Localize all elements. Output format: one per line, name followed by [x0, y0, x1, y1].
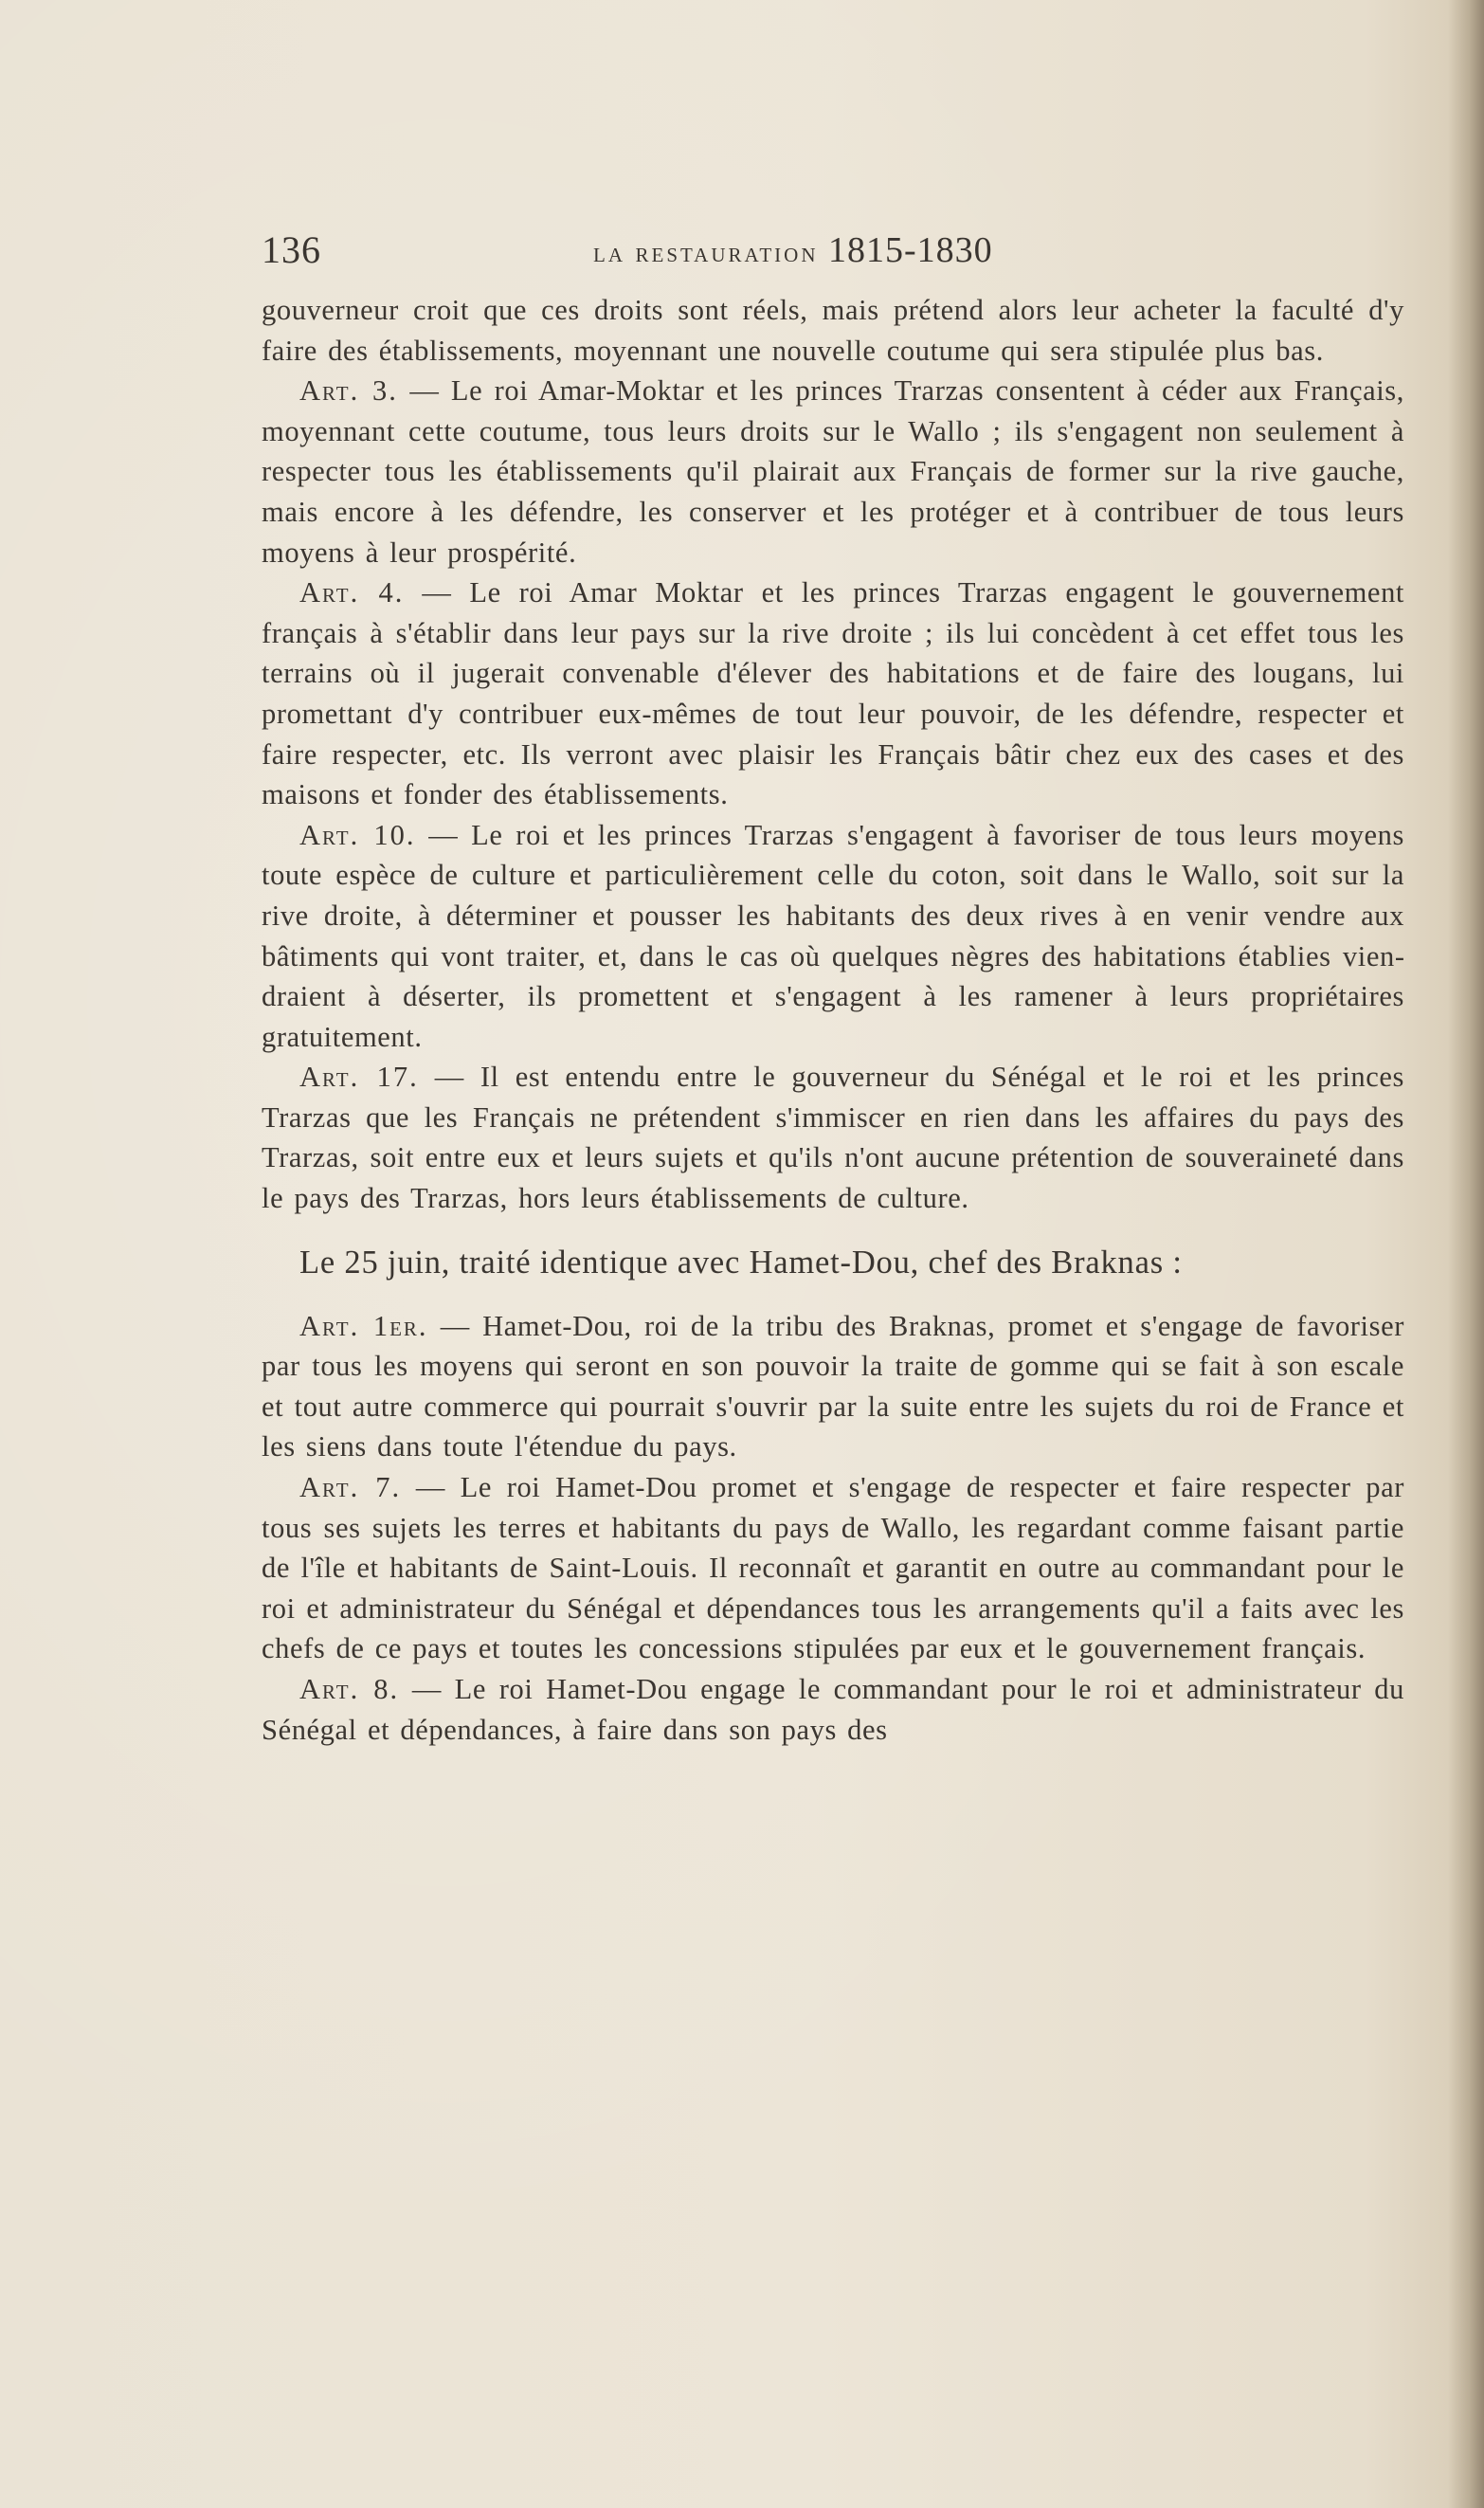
- article-text: — Le roi Amar Moktar et les princes Trarzas engagent le gouvernement français à s'établir dans leur pays sur la rive droite ; ils lui concèdent à cet effet tous les terrains où il jugerait convenable d'élever des habitations et de faire des lougans, lui promettant d'y contribuer eux-mêmes de tout leur pouvoir, de les défendre, respecter et faire respecter, etc. Ils verront avec plaisir les Français bâtir chez eux des cases et des maisons et fonder des établissements.: [262, 576, 1404, 811]
- running-header: [262, 227, 1404, 284]
- article-label: Art. 17.: [299, 1061, 419, 1094]
- running-title-text: la restauration: [593, 237, 819, 268]
- article-paragraph: [262, 1057, 1404, 1218]
- article-label: Art. 4.: [299, 576, 405, 609]
- article-text: — Hamet-Dou, roi de la tribu des Braknas, promet et s'engage de favoriser par tous les moyens qui seront en son pouvoir la traite de gomme qui se fait à son escale et tout autre commerce qui pourrait s'ouvrir par la suite entre les sujets du roi de France et les siens dans toute l'étendue du pays.: [262, 1309, 1404, 1463]
- article-label: Art. 3.: [299, 374, 398, 408]
- text-block: [262, 227, 1404, 1750]
- article-paragraph: [262, 815, 1404, 1058]
- article-paragraph: [262, 1467, 1404, 1669]
- article-paragraph: [262, 371, 1404, 572]
- article-paragraph: [262, 572, 1404, 815]
- article-text: — Le roi Amar-Moktar et les princes Trarzas consentent à céder aux Français, moyennant cette coutume, tous leurs droits sur le Wallo ; ils s'engagent non seulement à respecter tous les établissements qu'il plairait aux Français de former sur la rive gauche, mais encore à les défendre, les conserver et les protéger et à contribuer de tous leurs moyens à leur prospérité.: [262, 374, 1404, 569]
- article-text: — Le roi Hamet-Dou engage le commandant pour le roi et administrateur du Sénégal et dépendances, à faire dans son pays des: [262, 1673, 1404, 1746]
- paragraph-continuation: [262, 290, 1404, 371]
- article-text: — Le roi et les princes Trarzas s'engagent à favoriser de tous leurs moyens toute espèce de culture et particulièrement celle du coton, soit dans le Wallo, soit sur la rive droite, à déterminer et pousser les habitants des deux rives à en venir vendre aux bâtiments qui vont traiter, et, dans le cas où quelques nègres des habitations établies viendraient à déserter, ils promettent et s'engagent à les ramener à leurs propriétaires gratuitement.: [262, 818, 1404, 1053]
- article-paragraph: [262, 1306, 1404, 1467]
- section-heading: Le 25 juin, traité identique avec Hamet-Dou, chef des Braknas :: [299, 1244, 1183, 1281]
- article-label: Art. 10.: [299, 818, 416, 851]
- article-label: Art. 1er.: [299, 1309, 428, 1342]
- article-label: Art. 7.: [299, 1471, 402, 1504]
- article-text: — Il est entendu entre le gouverneur du Sénégal et le roi et les princes Trarzas que les Français ne prétendent s'immiscer en rien dans les affaires du pays des Trarzas, soit entre eux et leurs sujets et qu'ils n'ont aucune prétention de souveraineté dans le pays des Trarzas, hors leurs établissements de culture.: [262, 1061, 1404, 1215]
- running-title-years: 1815-1830: [827, 230, 993, 270]
- paragraph-text: gouverneur croit que ces droits sont réels, mais prétend alors leur acheter la faculté d'y faire des établissements, moyennant une nouvelle coutume qui sera stipulée plus bas.: [262, 294, 1404, 367]
- article-text: — Le roi Hamet-Dou promet et s'engage de respecter et faire respecter par tous ses sujets les terres et habitants du pays de Wallo, les regardant comme faisant partie de l'île et habitants de Saint-Louis. Il reconnaît et garantit en outre au commandant pour le roi et administrateur du Sénégal et dépendances tous les arrangements qu'il a faits avec les chefs de ce pays et toutes les concessions stipulées par eux et le gouvernement français.: [262, 1471, 1404, 1665]
- page-number: 136: [262, 228, 321, 271]
- page-edge-shadow: [1448, 0, 1484, 2508]
- running-title: [593, 229, 993, 271]
- article-paragraph: [262, 1669, 1404, 1750]
- article-label: Art. 8.: [299, 1673, 400, 1705]
